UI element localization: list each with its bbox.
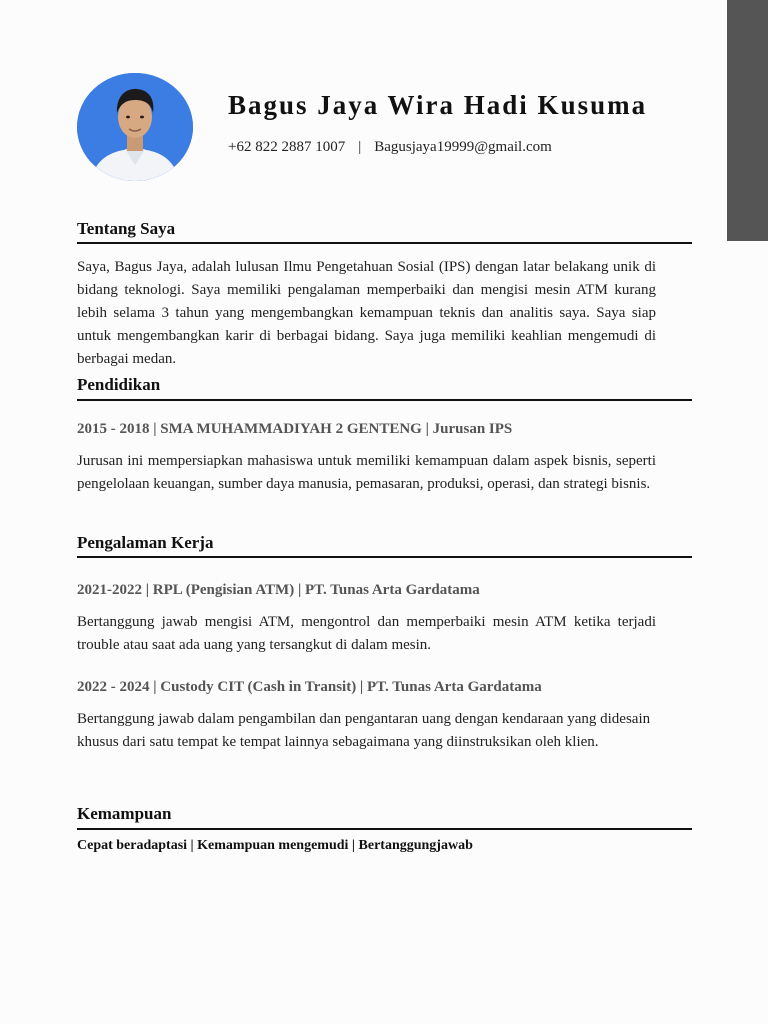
section-title-skills: Kemampuan — [77, 804, 172, 823]
email-address: Bagusjaya19999@gmail.com — [374, 139, 552, 155]
candidate-name: Bagus Jaya Wira Hadi Kusuma — [228, 90, 648, 120]
contact-line — [228, 139, 552, 156]
section-divider-about — [77, 242, 692, 244]
profile-photo — [77, 73, 193, 181]
experience-entry-description: Bertanggung jawab mengisi ATM, mengontrol dan memperbaiki mesin ATM ketika terjadi trouble atau saat ada uang yang tersangkut di dalam mesin. — [77, 614, 656, 653]
phone-number: +62 822 2887 1007 — [228, 139, 346, 155]
section-title-about: Tentang Saya — [77, 219, 176, 238]
section-title-education: Pendidikan — [77, 375, 161, 394]
section-divider-experience — [77, 556, 692, 558]
education-entry-description: Jurusan ini mempersiapkan mahasiswa untuk memiliki kemampuan dalam aspek bisnis, seperti pengelolaan keuangan, sumber daya manusia, pemasaran, produksi, operasi, dan strategi bisnis. — [77, 453, 656, 492]
section-title-experience: Pengalaman Kerja — [77, 533, 214, 552]
experience-entry-description: Bertanggung jawab dalam pengambilan dan pengantaran uang dengan kendaraan yang didesain khusus dari satu tempat ke tempat lainnya sebagaimana yang diinstruksikan oleh klien. — [77, 711, 651, 750]
education-entry-heading: 2015 - 2018 | SMA MUHAMMADIYAH 2 GENTENG | Jurusan IPS — [77, 421, 513, 437]
skills-list: Cepat beradaptasi | Kemampuan mengemudi | Bertanggungjawab — [77, 838, 473, 853]
section-divider-education — [77, 399, 692, 401]
viewer-scrollbar-strip[interactable] — [727, 0, 768, 241]
experience-entry-heading: 2021-2022 | RPL (Pengisian ATM) | PT. Tunas Arta Gardatama — [77, 582, 480, 598]
section-divider-skills — [77, 828, 692, 830]
about-text: Saya, Bagus Jaya, adalah lulusan Ilmu Pengetahuan Sosial (IPS) dengan latar belakang unik di bidang teknologi. Saya memiliki pengalaman memperbaiki dan mengisi mesin ATM kurang lebih selama 3 tahun yang mengembangkan kemampuan teknis dan analitis saya. Saya siap untuk mengembangkan karir di berbagai bidang. Saya juga memiliki keahlian mengemudi di berbagai medan. — [77, 259, 656, 367]
contact-separator: | — [358, 139, 362, 155]
experience-entry-heading: 2022 - 2024 | Custody CIT (Cash in Transit) | PT. Tunas Arta Gardatama — [77, 679, 542, 695]
